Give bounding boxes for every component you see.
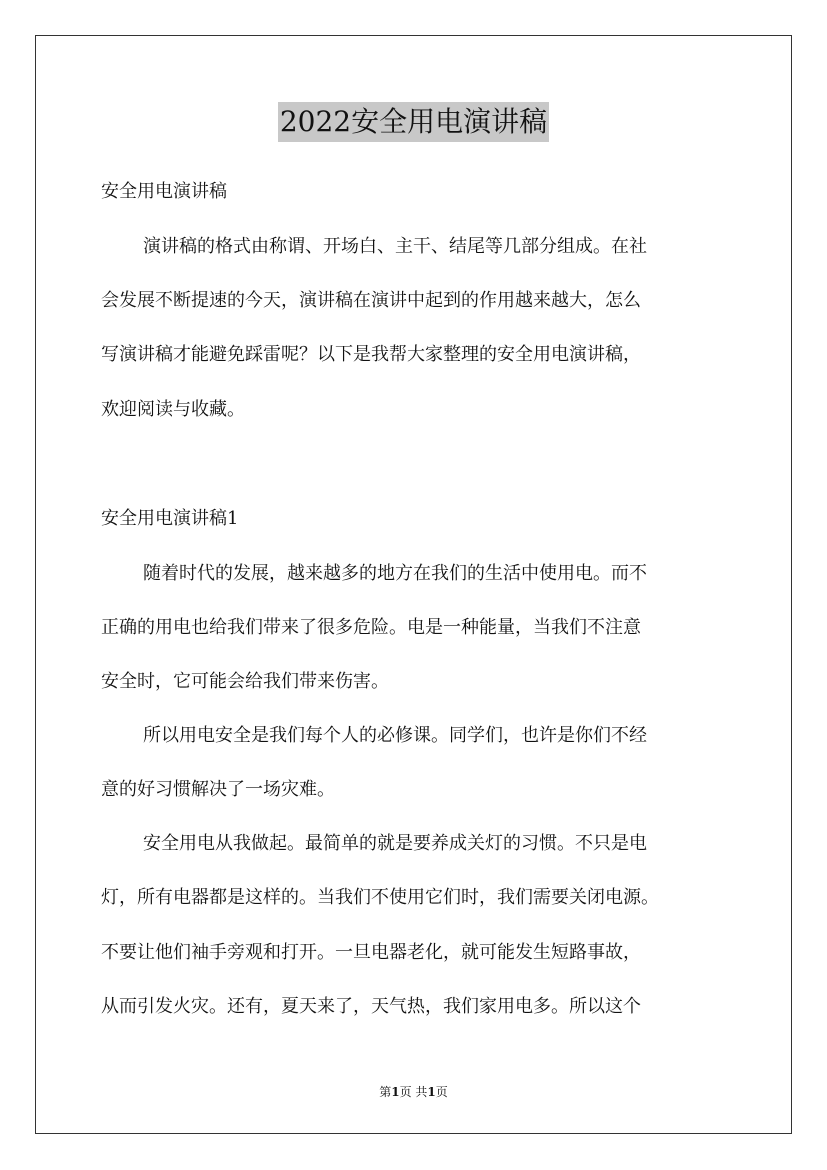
total-suffix: 页 xyxy=(435,1085,448,1099)
paragraph-line: 不要让他们袖手旁观和打开。一旦电器老化，就可能发生短路事故， xyxy=(101,942,641,963)
intro-line: 写演讲稿才能避免踩雷呢？以下是我帮大家整理的安全用电演讲稿， xyxy=(101,344,641,365)
intro-line: 欢迎阅读与收藏。 xyxy=(101,399,245,420)
section-heading: 安全用电演讲稿 xyxy=(101,181,227,202)
page-footer xyxy=(0,1083,827,1101)
paragraph-line: 安全用电从我做起。最简单的就是要养成关灯的习惯。不只是电 xyxy=(143,833,647,854)
paragraph-line: 灯，所有电器都是这样的。当我们不使用它们时，我们需要关闭电源。 xyxy=(101,887,659,908)
paragraph-line: 意的好习惯解决了一场灾难。 xyxy=(101,779,335,800)
total-pages: 1 xyxy=(427,1085,436,1099)
page-number: 1 xyxy=(391,1085,400,1099)
paragraph-line: 所以用电安全是我们每个人的必修课。同学们，也许是你们不经 xyxy=(143,725,647,746)
document-title: 2022安全用电演讲稿 xyxy=(278,102,549,142)
intro-line: 演讲稿的格式由称谓、开场白、主干、结尾等几部分组成。在社 xyxy=(143,236,647,257)
paragraph-line: 随着时代的发展，越来越多的地方在我们的生活中使用电。而不 xyxy=(143,563,647,584)
intro-line: 会发展不断提速的今天，演讲稿在演讲中起到的作用越来越大，怎么 xyxy=(101,290,641,311)
page-prefix: 第 xyxy=(379,1085,392,1099)
section-heading: 安全用电演讲稿1 xyxy=(101,508,239,529)
paragraph-line: 安全时，它可能会给我们带来伤害。 xyxy=(101,671,389,692)
paragraph-line: 正确的用电也给我们带来了很多危险。电是一种能量，当我们不注意 xyxy=(101,617,641,638)
page-suffix: 页 共 xyxy=(399,1085,428,1099)
paragraph-line: 从而引发火灾。还有，夏天来了，天气热，我们家用电多。所以这个 xyxy=(101,996,641,1017)
title-container xyxy=(0,102,827,142)
